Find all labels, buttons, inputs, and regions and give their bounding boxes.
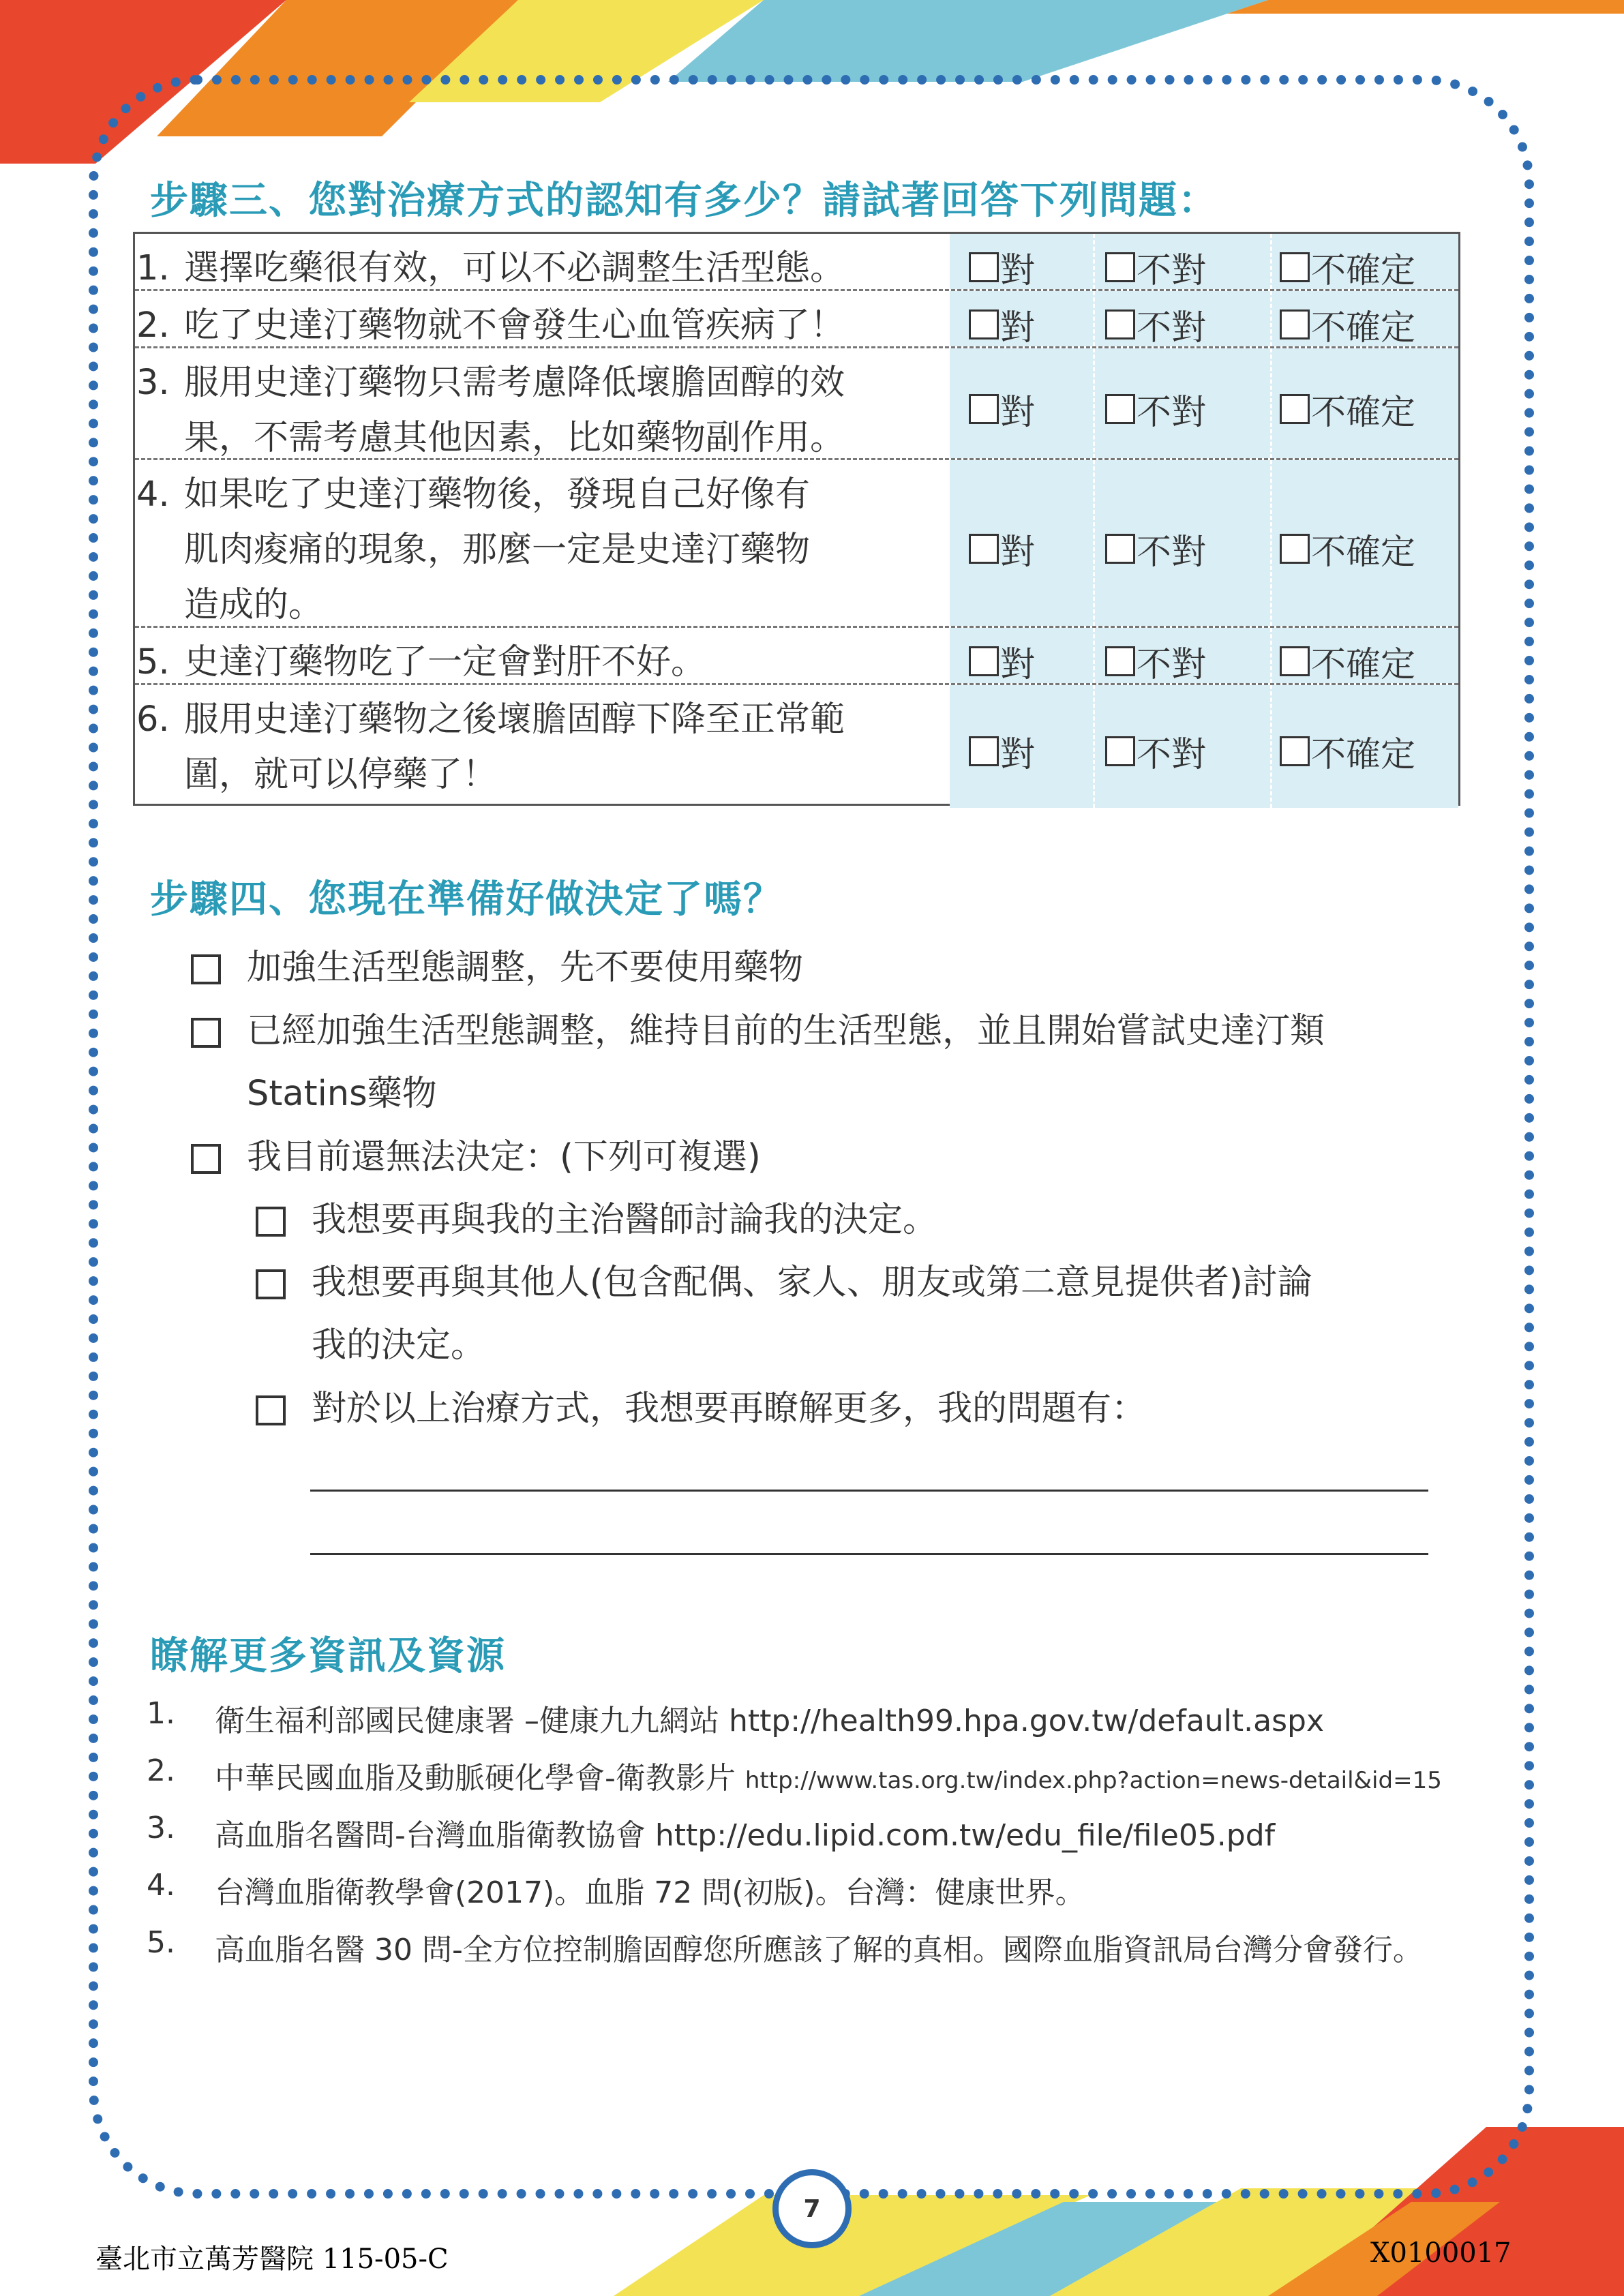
resource-number: 2. xyxy=(147,1753,175,1788)
option-label: 不對 xyxy=(1137,645,1207,685)
checkbox[interactable] xyxy=(1105,394,1135,424)
checkbox[interactable] xyxy=(1280,534,1310,564)
question-body xyxy=(184,355,954,466)
question-line: 圍，就可以停藥了！ xyxy=(184,755,498,795)
question-line: 服用史達汀藥物只需考慮降低壞膽固醇的效 xyxy=(184,363,845,403)
option-label: 對 xyxy=(1000,532,1036,573)
answer-options xyxy=(950,291,1458,346)
question-text xyxy=(135,685,950,808)
resource-title: 中華民國血脂及動脈硬化學會-衛教影片 xyxy=(215,1761,745,1796)
resource-text xyxy=(215,1868,1085,1912)
quiz-row-4 xyxy=(135,460,1458,628)
option-separator xyxy=(1093,291,1095,346)
option-label: 對 xyxy=(1000,393,1036,433)
resource-text xyxy=(215,1696,1324,1740)
question-body xyxy=(184,298,954,353)
option-separator xyxy=(1270,348,1272,458)
decision-subchoice-3[interactable] xyxy=(256,1389,1445,1451)
option-unsure[interactable] xyxy=(1280,384,1415,434)
resource-number: 1. xyxy=(147,1696,175,1731)
checkbox[interactable] xyxy=(969,534,999,564)
option-separator xyxy=(1093,460,1095,626)
resource-item-1 xyxy=(147,1696,1497,1737)
checkbox[interactable] xyxy=(256,1269,286,1299)
resource-title: 衛生福利部國民健康署 –健康九九網站 xyxy=(215,1704,729,1738)
checkbox[interactable] xyxy=(1105,309,1135,339)
question-line: 造成的。 xyxy=(184,585,324,625)
option-label: 不對 xyxy=(1137,393,1207,433)
quiz-row-1 xyxy=(135,234,1458,291)
option-separator xyxy=(1270,234,1272,289)
option-unsure[interactable] xyxy=(1280,726,1415,776)
choice-text: 我的決定。 xyxy=(312,1325,486,1365)
option-label: 對 xyxy=(1000,645,1036,685)
option-label: 不對 xyxy=(1137,251,1207,291)
choice-text: 我想要再與我的主治醫師討論我的決定。 xyxy=(312,1200,938,1240)
question-text xyxy=(135,460,950,626)
choice-text: 我目前還無法決定：(下列可複選) xyxy=(247,1137,761,1177)
checkbox[interactable] xyxy=(191,954,221,984)
option-label: 不確定 xyxy=(1311,308,1416,348)
checkbox[interactable] xyxy=(1280,646,1310,676)
checkbox[interactable] xyxy=(969,252,999,282)
decision-choice-1[interactable] xyxy=(191,948,1445,1010)
option-separator xyxy=(1270,685,1272,808)
choice-text: 已經加強生活型態調整，維持目前的生活型態，並且開始嘗試史達汀類 xyxy=(247,1011,1325,1051)
resource-number: 5. xyxy=(147,1925,175,1960)
question-text xyxy=(135,628,950,683)
choice-text: 對於以上治療方式，我想要再瞭解更多，我的問題有： xyxy=(312,1389,1147,1429)
answer-options xyxy=(950,628,1458,683)
choice-text: Statins藥物 xyxy=(247,1074,437,1114)
resource-item-3 xyxy=(147,1811,1497,1852)
option-label: 不確定 xyxy=(1311,532,1416,573)
option-unsure[interactable] xyxy=(1280,299,1415,350)
footer-hospital-code: 臺北市立萬芳醫院 115-05-C xyxy=(95,2244,449,2275)
answer-options xyxy=(950,460,1458,626)
question-number: 4. xyxy=(136,474,170,515)
answer-line-1 xyxy=(310,1490,1428,1492)
option-label: 不確定 xyxy=(1311,251,1416,291)
checkbox[interactable] xyxy=(1105,736,1135,766)
resources-heading: 瞭解更多資訊及資源 xyxy=(150,1634,506,1678)
option-label: 對 xyxy=(1000,251,1036,291)
option-true[interactable] xyxy=(969,636,1035,686)
answer-options xyxy=(950,348,1458,458)
checkbox[interactable] xyxy=(256,1395,286,1425)
resource-link[interactable]: http://edu.lipid.com.tw/edu_file/file05.pdf xyxy=(655,1818,1276,1853)
question-number: 6. xyxy=(136,699,170,740)
question-number: 5. xyxy=(136,642,170,682)
step3-heading: 步驟三、您對治療方式的認知有多少？請試著回答下列問題： xyxy=(150,179,1218,223)
question-line: 選擇吃藥很有效，可以不必調整生活型態。 xyxy=(184,248,845,288)
checkbox[interactable] xyxy=(1280,252,1310,282)
question-body xyxy=(184,692,954,802)
resource-text xyxy=(215,1753,1442,1797)
footer-doc-id: X0100017 xyxy=(1370,2237,1512,2269)
option-separator xyxy=(1270,460,1272,626)
resource-link[interactable]: http://health99.hpa.gov.tw/default.aspx xyxy=(728,1704,1324,1738)
question-number: 1. xyxy=(136,248,170,288)
option-label: 不對 xyxy=(1137,735,1207,775)
question-body xyxy=(184,241,954,296)
option-true[interactable] xyxy=(969,726,1035,776)
answer-line-2 xyxy=(310,1553,1428,1555)
resource-number: 4. xyxy=(147,1868,175,1903)
option-separator xyxy=(1093,348,1095,458)
checkbox[interactable] xyxy=(256,1207,286,1237)
option-separator xyxy=(1270,291,1272,346)
resource-text xyxy=(215,1811,1275,1854)
checkbox[interactable] xyxy=(969,309,999,339)
option-unsure[interactable] xyxy=(1280,524,1415,574)
option-label: 對 xyxy=(1000,308,1036,348)
resource-item-5 xyxy=(147,1925,1497,1966)
resource-title: 台灣血脂衛教學會(2017)。血脂 72 問(初版)。台灣：健康世界。 xyxy=(215,1875,1085,1910)
quiz-row-3 xyxy=(135,348,1458,460)
decision-choice-3[interactable] xyxy=(191,1137,1445,1200)
resource-item-2 xyxy=(147,1753,1497,1794)
checkbox[interactable] xyxy=(1280,309,1310,339)
option-unsure[interactable] xyxy=(1280,242,1415,292)
option-true[interactable] xyxy=(969,384,1035,434)
choice-text: 加強生活型態調整，先不要使用藥物 xyxy=(247,948,804,988)
option-false[interactable] xyxy=(1105,636,1206,686)
option-label: 不確定 xyxy=(1311,645,1416,685)
quiz-row-6 xyxy=(135,685,1458,808)
checkbox[interactable] xyxy=(1280,736,1310,766)
option-separator xyxy=(1093,234,1095,289)
option-label: 不對 xyxy=(1137,308,1207,348)
option-true[interactable] xyxy=(969,242,1035,292)
answer-options xyxy=(950,234,1458,289)
choice-text: 我想要再與其他人(包含配偶、家人、朋友或第二意見提供者)討論 xyxy=(312,1263,1312,1303)
question-number: 2. xyxy=(136,305,170,346)
checkbox[interactable] xyxy=(191,1144,221,1174)
resource-item-4 xyxy=(147,1868,1497,1909)
option-separator xyxy=(1093,628,1095,683)
option-false[interactable] xyxy=(1105,242,1206,292)
quiz-table xyxy=(133,232,1460,806)
question-text xyxy=(135,348,950,458)
resource-text xyxy=(215,1925,1423,1969)
decision-subchoice-1[interactable] xyxy=(256,1200,1445,1263)
resource-link[interactable]: http://www.tas.org.tw/index.php?action=news-detail&id=15 xyxy=(745,1767,1442,1794)
page-number: 7 xyxy=(772,2169,852,2248)
option-true[interactable] xyxy=(969,299,1035,350)
resource-title: 高血脂名醫 30 問-全方位控制膽固醇您所應該了解的真相。國際血脂資訊局台灣分會發行。 xyxy=(215,1933,1423,1967)
option-label: 不確定 xyxy=(1311,735,1416,775)
resource-title: 高血脂名醫問-台灣血脂衛教協會 xyxy=(215,1818,655,1853)
checkbox[interactable] xyxy=(191,1018,221,1048)
option-label: 不確定 xyxy=(1311,393,1416,433)
question-line: 肌肉痠痛的現象，那麼一定是史達汀藥物 xyxy=(184,530,811,570)
question-text xyxy=(135,234,950,289)
quiz-row-2 xyxy=(135,291,1458,348)
question-body xyxy=(184,635,954,690)
question-body xyxy=(184,467,954,633)
option-true[interactable] xyxy=(969,524,1035,574)
checkbox[interactable] xyxy=(969,646,999,676)
checkbox[interactable] xyxy=(1105,646,1135,676)
option-false[interactable] xyxy=(1105,524,1206,574)
option-label: 對 xyxy=(1000,735,1036,775)
option-false[interactable] xyxy=(1105,384,1206,434)
step4-heading: 步驟四、您現在準備好做決定了嗎？ xyxy=(150,877,783,922)
question-line: 如果吃了史達汀藥物後，發現自己好像有 xyxy=(184,474,811,515)
checkbox[interactable] xyxy=(1105,252,1135,282)
option-label: 不對 xyxy=(1137,532,1207,573)
question-line: 果，不需考慮其他因素，比如藥物副作用。 xyxy=(184,418,845,458)
answer-options xyxy=(950,685,1458,808)
option-false[interactable] xyxy=(1105,726,1206,776)
resource-number: 3. xyxy=(147,1811,175,1845)
checkbox[interactable] xyxy=(1105,534,1135,564)
quiz-row-5 xyxy=(135,628,1458,685)
checkbox[interactable] xyxy=(1280,394,1310,424)
question-number: 3. xyxy=(136,363,170,403)
decision-choice-2[interactable] xyxy=(191,1011,1445,1136)
question-line: 吃了史達汀藥物就不會發生心血管疾病了！ xyxy=(184,305,845,346)
decision-subchoice-2[interactable] xyxy=(256,1263,1445,1388)
checkbox[interactable] xyxy=(969,736,999,766)
option-separator xyxy=(1093,685,1095,808)
checkbox[interactable] xyxy=(969,394,999,424)
question-line: 服用史達汀藥物之後壞膽固醇下降至正常範 xyxy=(184,699,845,740)
option-unsure[interactable] xyxy=(1280,636,1415,686)
question-text xyxy=(135,291,950,346)
option-false[interactable] xyxy=(1105,299,1206,350)
question-line: 史達汀藥物吃了一定會對肝不好。 xyxy=(184,642,706,682)
option-separator xyxy=(1270,628,1272,683)
